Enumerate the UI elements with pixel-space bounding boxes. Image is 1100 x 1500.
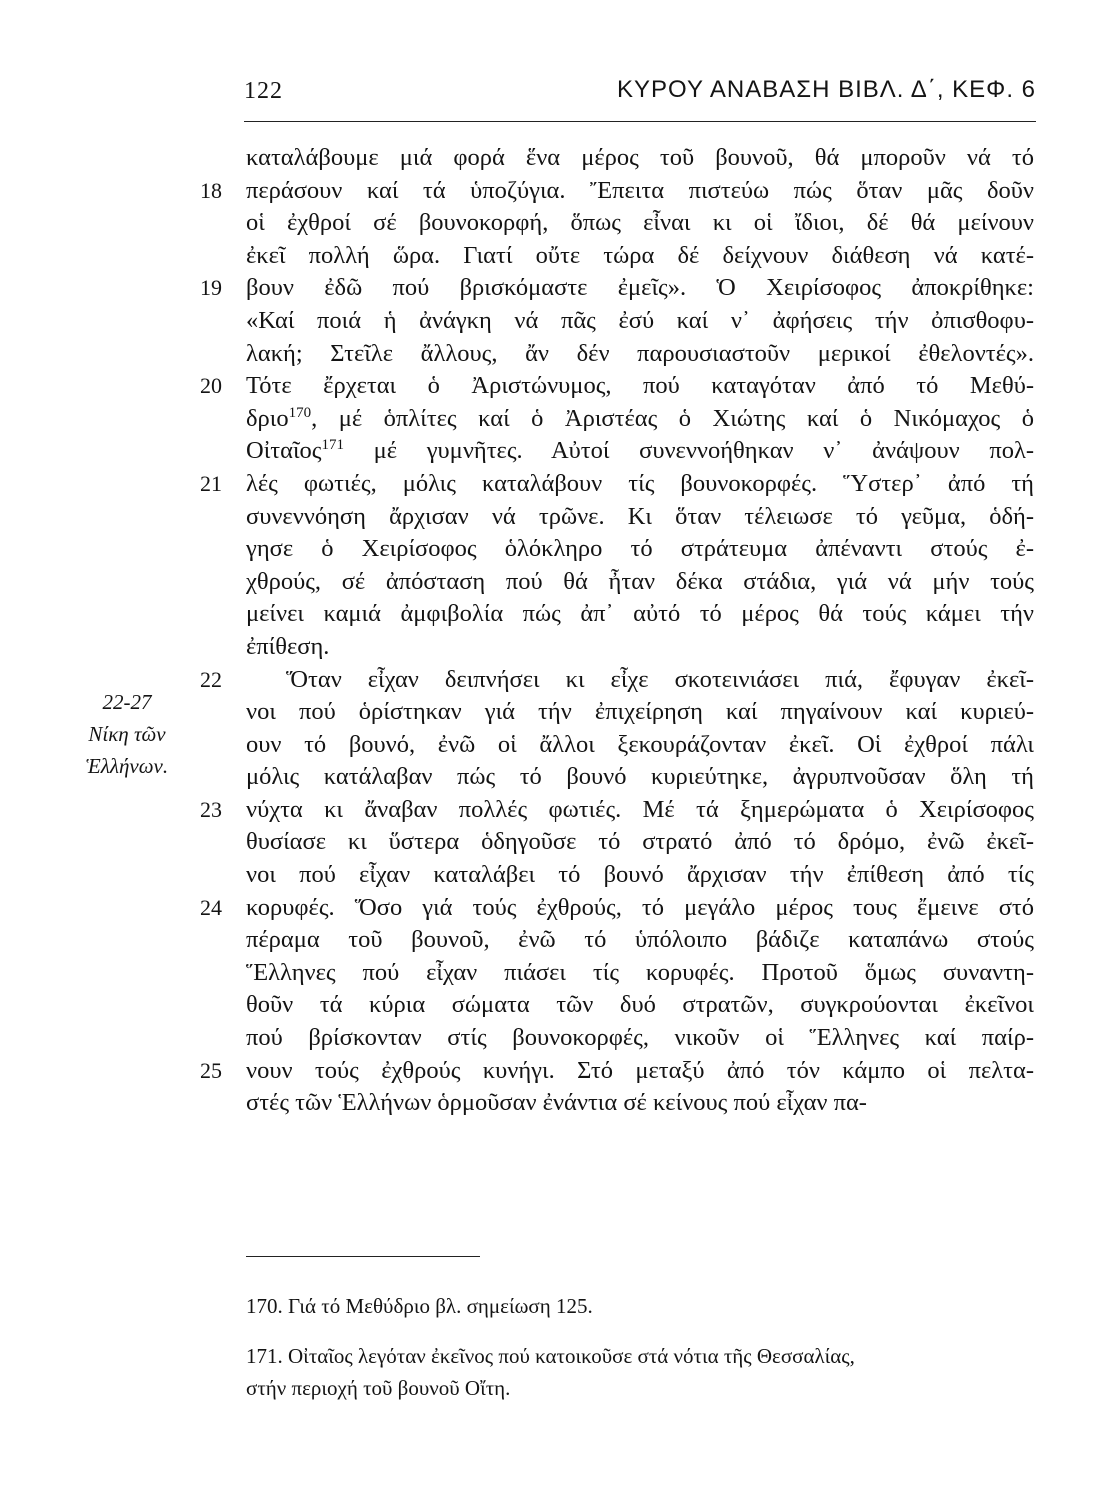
- line-text-after: μέ γυμνῆτες. Αὐτοί συνεννοήθηκαν ν᾽ ἀνάψουν πολ-: [344, 437, 1034, 465]
- line-text-main: Ἕλληνες πού εἶχαν πιάσει τίς κορυφές. Προτοῦ ὅμως συναντη-: [246, 958, 1034, 986]
- line-text: [246, 403, 1034, 436]
- line-text-main: δριο: [246, 404, 289, 432]
- text-line: [200, 468, 1060, 501]
- line-text: [246, 435, 1034, 468]
- line-text: [246, 370, 1034, 403]
- line-text: [246, 761, 1034, 794]
- line-text-main: οἱ ἐχθροί σέ βουνοκορφή, ὅπως εἶναι κι οἱ ἴδιοι, δέ θά μείνουν: [246, 209, 1034, 237]
- line-text: [246, 533, 1034, 566]
- text-line: [200, 696, 1060, 729]
- footnote: 170. Γιά τό Μεθύδριο βλ. σημείωση 125.: [246, 1294, 593, 1318]
- text-line: [200, 566, 1060, 599]
- line-text: [246, 501, 1034, 534]
- text-line: [200, 859, 1060, 892]
- footnotes: [246, 1290, 1036, 1422]
- section-number: 24: [200, 894, 222, 920]
- line-text-main: βουν ἐδῶ πού βρισκόμαστε ἐμεῖς». Ὁ Χειρίσοφος ἀποκρίθηκε:: [246, 274, 1034, 302]
- line-text-main: κορυφές. Ὅσο γιά τούς ἐχθρούς, τό μεγάλο μέρος τους ἔμεινε στό: [246, 893, 1034, 921]
- line-text: [246, 957, 1034, 990]
- line-text: [246, 338, 1034, 371]
- text-line: [200, 338, 1060, 371]
- line-text: [246, 696, 1034, 729]
- margin-note-title-line1: Νίκη τῶν: [88, 722, 166, 746]
- text-line: [200, 761, 1060, 794]
- line-text-main: νοι πού εἶχαν καταλάβει τό βουνό ἄρχισαν τήν ἐπίθεση ἀπό τίς: [246, 861, 1034, 889]
- text-line: [200, 305, 1060, 338]
- text-line: [200, 631, 1060, 664]
- section-number: 21: [200, 470, 222, 496]
- line-text-main: ουν τό βουνό, ἐνῶ οἱ ἄλλοι ξεκουράζονταν ἐκεῖ. Οἱ ἐχθροί πάλι: [246, 730, 1034, 758]
- footnote-ref: 171: [321, 437, 345, 454]
- line-text: [246, 207, 1034, 240]
- line-text-main: θοῦν τά κύρια σώματα τῶν δυό στρατῶν, συγκρούονται ἐκεῖνοι: [246, 991, 1034, 1019]
- text-line: [200, 1022, 1060, 1055]
- line-text: [246, 631, 1034, 664]
- line-text-main: ἐπίθεση.: [246, 632, 330, 660]
- text-line: [200, 892, 1060, 925]
- text-line: [200, 501, 1060, 534]
- margin-note-range: 22-27: [102, 690, 152, 714]
- section-number: 18: [200, 177, 222, 203]
- line-text: [246, 240, 1034, 273]
- text-line: [200, 826, 1060, 859]
- line-text: [246, 729, 1034, 762]
- header-rule: [244, 121, 1036, 122]
- body-text: [200, 142, 1060, 1120]
- line-text-main: «Καί ποιά ἡ ἀνάγκη νά πᾶς ἐσύ καί ν᾽ ἀφήσεις τήν ὀπισθοφυ-: [246, 306, 1034, 334]
- line-text-main: θυσίασε κι ὕστερα ὁδηγοῦσε τό στρατό ἀπό τό δρόμο, ἐνῶ ἐκεῖ-: [246, 828, 1034, 856]
- line-text-main: μόλις κατάλαβαν πώς τό βουνό κυριεύτηκε, ἀγρυπνοῦσαν ὅλη τή: [246, 763, 1034, 791]
- footnote: 171. Οἰταῖος λεγόταν ἐκεῖνος πού κατοικοῦσε στά νότια τῆς Θεσσαλίας,: [246, 1344, 855, 1368]
- section-number: 25: [200, 1057, 222, 1083]
- line-text: [246, 566, 1034, 599]
- text-line: [200, 435, 1060, 468]
- text-line: [200, 664, 1060, 697]
- line-text: [246, 1087, 1034, 1120]
- text-line: [200, 729, 1060, 762]
- footnote-ref: 170: [288, 404, 312, 421]
- line-text: [246, 1055, 1034, 1088]
- footnote-rule: [246, 1256, 480, 1257]
- text-line: [200, 957, 1060, 990]
- line-text-main: γησε ὁ Χειρίσοφος ὁλόκληρο τό στράτευμα ἀπέναντι στούς ἐ-: [246, 535, 1034, 563]
- text-line: [200, 924, 1060, 957]
- line-text-main: Οἰταῖος: [246, 437, 322, 465]
- text-line: [200, 598, 1060, 631]
- section-number: 19: [200, 275, 222, 301]
- line-text-main: νύχτα κι ἄναβαν πολλές φωτιές. Μέ τά ξημερώματα ὁ Χειρίσοφος: [246, 795, 1034, 823]
- line-text-main: λές φωτιές, μόλις καταλάβουν τίς βουνοκορφές. Ὕστερ᾽ ἀπό τή: [246, 469, 1034, 497]
- line-text-main: ἐκεῖ πολλή ὥρα. Γιατί οὔτε τώρα δέ δείχνουν διάθεση νά κατέ-: [246, 241, 1034, 269]
- text-line: [200, 207, 1060, 240]
- line-text-main: καταλάβουμε μιά φορά ἕνα μέρος τοῦ βουνοῦ, θά μποροῦν νά τό: [246, 144, 1034, 171]
- line-text-main: μείνει καμιά ἀμφιβολία πώς ἀπ᾽ αὐτό τό μέρος θά τούς κάμει τήν: [246, 600, 1034, 628]
- line-text-main: συνεννόηση ἄρχισαν νά τρῶνε. Κι ὅταν τέλειωσε τό γεῦμα, ὁδή-: [246, 502, 1034, 530]
- running-head: ΚΥΡΟΥ ΑΝΑΒΑΣΗ ΒΙΒΛ. Δ΄, ΚΕΦ. 6: [617, 76, 1036, 103]
- line-text: [246, 989, 1034, 1022]
- margin-note-title-line2: Ἑλλήνων.: [85, 754, 169, 778]
- line-text-main: λακή; Στεῖλε ἄλλους, ἄν δέν παρουσιαστοῦν μερικοί ἐθελοντές».: [246, 339, 1034, 367]
- page-number: 122: [244, 78, 283, 104]
- line-text: [246, 305, 1034, 338]
- line-text: [246, 468, 1034, 501]
- line-text: [246, 794, 1034, 827]
- text-line: [200, 1055, 1060, 1088]
- text-line: [200, 272, 1060, 305]
- line-text: [246, 826, 1034, 859]
- line-text-main: Τότε ἔρχεται ὁ Ἀριστώνυμος, πού καταγόταν ἀπό τό Μεθύ-: [246, 372, 1034, 400]
- line-text: [286, 664, 1034, 697]
- line-text: [246, 175, 1034, 208]
- margin-note: [52, 686, 202, 782]
- line-text-main: νοι πού ὁρίστηκαν γιά τήν ἐπιχείρηση καί πηγαίνουν καί κυριεύ-: [246, 698, 1034, 726]
- section-number: 20: [200, 373, 222, 399]
- footnote: στήν περιοχή τοῦ βουνοῦ Οἴτη.: [246, 1376, 511, 1400]
- line-text-main: νουν τούς ἐχθρούς κυνήγι. Στό μεταξύ ἀπό τόν κάμπο οἱ πελτα-: [246, 1056, 1034, 1084]
- text-line: [200, 794, 1060, 827]
- section-number: 23: [200, 796, 222, 822]
- line-text-after: , μέ ὁπλίτες καί ὁ Ἀριστέας ὁ Χιώτης καί ὁ Νικόμαχος ὁ: [311, 404, 1034, 432]
- text-line: [200, 370, 1060, 403]
- line-text: [246, 1022, 1034, 1055]
- line-text: [246, 272, 1034, 305]
- section-number: 22: [200, 666, 222, 692]
- line-text-main: πού βρίσκονταν στίς βουνοκορφές, νικοῦν οἱ Ἕλληνες καί παίρ-: [246, 1024, 1034, 1052]
- text-line: [200, 175, 1060, 208]
- line-text-main: πέραμα τοῦ βουνοῦ, ἐνῶ τό ὑπόλοιπο βάδιζε καταπάνω στούς: [246, 926, 1034, 954]
- text-line: [200, 403, 1060, 436]
- line-text-main: χθρούς, σέ ἀπόσταση πού θά ἦταν δέκα στάδια, γιά νά μήν τούς: [246, 567, 1034, 595]
- text-line: [200, 533, 1060, 566]
- text-line: [200, 240, 1060, 273]
- line-text: [246, 859, 1034, 892]
- line-text-main: Ὅταν εἶχαν δειπνήσει κι εἶχε σκοτεινιάσει πιά, ἔφυγαν ἐκεῖ-: [286, 665, 1034, 693]
- line-text: [246, 598, 1034, 631]
- line-text: [246, 142, 1034, 175]
- text-line: [200, 989, 1060, 1022]
- line-text: [246, 892, 1034, 925]
- line-text: [246, 924, 1034, 957]
- text-line: [200, 1087, 1060, 1120]
- line-text-main: στές τῶν Ἑλλήνων ὁρμοῦσαν ἐνάντια σέ κείνους πού εἶχαν πα-: [246, 1089, 867, 1117]
- line-text-main: περάσουν καί τά ὑποζύγια. Ἔπειτα πιστεύω πώς ὅταν μᾶς δοῦν: [246, 176, 1034, 204]
- text-line: [200, 142, 1060, 175]
